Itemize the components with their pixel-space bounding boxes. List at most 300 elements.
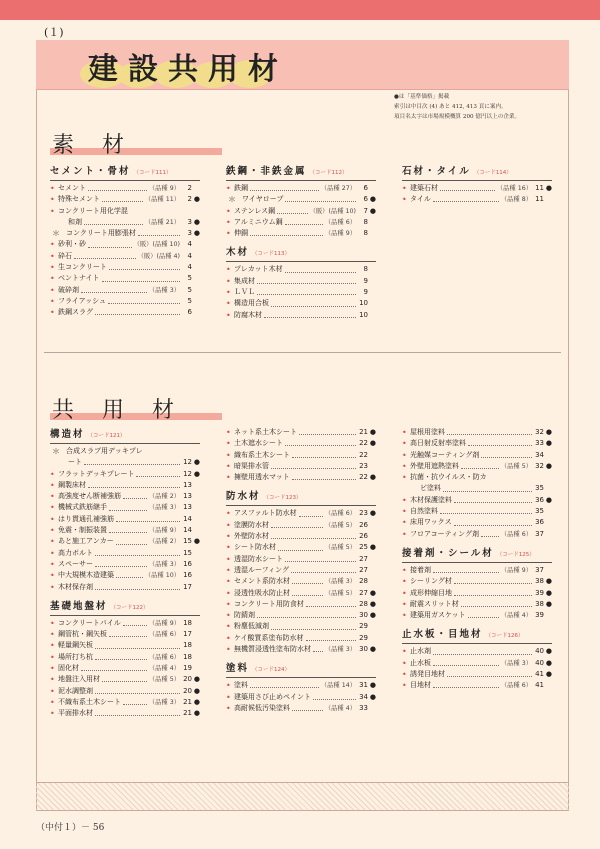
bullet: • (50, 251, 55, 261)
list-item (226, 588, 376, 599)
category-name: セメント・骨材 (50, 166, 131, 177)
category-name: 防水材 (226, 491, 261, 503)
item-page: 33 (359, 703, 368, 712)
item-name: 和剤 (68, 217, 82, 226)
bullet: • (50, 641, 55, 651)
dot-leader (271, 306, 356, 307)
dot-leader (278, 550, 323, 551)
materials-column-3 (402, 164, 552, 206)
item-page: 22 (359, 473, 368, 482)
list-item (402, 646, 552, 657)
dot-leader (95, 589, 180, 590)
item-name: 耐震スリット材 (410, 599, 459, 608)
category-heading (50, 599, 200, 616)
list-item (226, 450, 376, 461)
price-mark: ● (545, 184, 552, 192)
price-mark: ● (193, 697, 200, 706)
item-page: 35 (535, 507, 544, 516)
price-mark: ● (369, 599, 376, 608)
dot-leader (250, 190, 319, 191)
dot-leader (95, 659, 147, 660)
item-ref: （品種 9） (148, 619, 180, 627)
dot-leader (95, 555, 180, 556)
item-page: 31 (359, 681, 368, 690)
dot-leader (292, 457, 356, 458)
item-ref: （品種 2） (148, 493, 180, 501)
dot-leader (468, 445, 532, 446)
item-name: 防腐木材 (234, 310, 262, 319)
price-mark: ● (545, 461, 552, 470)
item-name: 中大規模木造建築 (58, 571, 114, 580)
category-code: （コード124） (252, 667, 291, 674)
category-code: （コード123） (263, 495, 302, 502)
item-ref: （品種 9） (148, 185, 180, 192)
bullet: • (50, 630, 55, 640)
item-name: 高強度せん断補強筋 (58, 492, 121, 501)
dot-leader (313, 651, 323, 652)
item-ref: （品種 27） (320, 185, 356, 192)
item-name: 接着剤 (410, 565, 431, 574)
item-ref: （品種 6） (148, 653, 180, 661)
dot-leader (95, 314, 180, 315)
dot-leader (138, 235, 180, 236)
item-page: 33 (535, 439, 544, 448)
item-name: 木材保存剤 (58, 582, 93, 591)
list-item (50, 251, 200, 262)
item-ref: （品種 3） (148, 504, 180, 512)
price-mark: ● (193, 229, 200, 238)
list-item (402, 483, 552, 494)
item-page: 18 (183, 641, 192, 650)
dot-leader (123, 498, 147, 499)
bullet: • (226, 439, 231, 449)
list-item (402, 669, 552, 680)
item-name: 光触媒コーティング剤 (410, 450, 480, 459)
list-item (50, 491, 200, 502)
list-item (226, 520, 376, 531)
bullet: • (402, 461, 407, 471)
note-line: ●は「基準価格」掲載 (394, 94, 450, 100)
item-page: 4 (187, 240, 192, 249)
item-name: コンクリート用防食材 (234, 599, 304, 608)
dot-leader (433, 572, 499, 573)
item-ref: （品種 3） (148, 698, 180, 706)
bullet: • (226, 461, 231, 471)
bullet: • (50, 503, 55, 513)
bullet: • (226, 520, 231, 530)
bullet: • (50, 652, 55, 662)
item-page: 5 (187, 296, 192, 305)
item-page: 20 (183, 675, 192, 684)
dot-leader (440, 513, 532, 514)
item-page: 3 (187, 229, 192, 238)
dot-leader (102, 201, 143, 202)
dot-leader (81, 292, 147, 293)
category-code: （コード112） (309, 170, 348, 176)
item-ref: （品種 9） (500, 566, 532, 574)
item-name: 浸透性吸水防止材 (234, 588, 290, 597)
page-number: (１) (44, 26, 64, 39)
dot-leader (292, 710, 323, 711)
bullet: • (226, 588, 231, 598)
item-name: 鋼管杭・鋼矢板 (58, 630, 107, 639)
bullet: • (402, 428, 407, 437)
item-page: 41 (535, 670, 544, 679)
bullet: • (402, 507, 407, 517)
item-name: 成形伸縮目地 (410, 588, 452, 597)
bullet: • (50, 582, 55, 592)
price-mark: ● (193, 686, 200, 695)
item-name: 止水剤 (410, 647, 431, 656)
item-name: 機械式鉄筋継手 (58, 503, 107, 512)
item-ref: （品種 21） (144, 218, 180, 226)
category-name: 塗料 (226, 663, 250, 675)
item-page: 14 (183, 514, 192, 523)
dot-leader (461, 468, 499, 469)
price-mark: ● (369, 439, 376, 448)
item-name: 木材保護塗料 (410, 495, 452, 504)
dot-leader (285, 201, 356, 202)
list-item (402, 194, 552, 205)
item-name: 外壁防水材 (234, 532, 269, 541)
item-page: 10 (359, 299, 368, 308)
list-item (226, 206, 376, 217)
item-page: 4 (187, 263, 192, 272)
item-name: 集成材 (234, 276, 255, 285)
item-ref: （品種 4） (324, 704, 356, 712)
dot-leader (454, 583, 532, 584)
item-name: シート防水材 (234, 543, 276, 552)
list-item (402, 588, 552, 599)
materials-column-2 (226, 164, 376, 321)
dot-leader (109, 636, 147, 637)
item-name: 免震・制振装置 (58, 526, 107, 535)
item-ref: （品種 3） (324, 578, 356, 586)
item-page: 12 (183, 458, 192, 467)
item-page: 41 (535, 681, 544, 690)
bullet: • (226, 206, 231, 216)
bullet: • (226, 450, 231, 460)
dot-leader (285, 561, 356, 562)
list-item (50, 206, 200, 217)
dot-leader (447, 434, 532, 435)
item-name: コンクリートパイル (58, 618, 121, 627)
list-item (226, 703, 376, 714)
list-item (50, 686, 200, 697)
bullet: • (50, 195, 55, 205)
item-page: 21 (359, 428, 368, 436)
bullet: • (226, 428, 231, 437)
note-line: 索引は中目次 (4) あと 412, 413 頁に案内。 (394, 104, 507, 110)
list-item (50, 708, 200, 719)
list-item (226, 680, 376, 691)
category-heading (226, 245, 376, 262)
dot-leader (433, 201, 499, 202)
dot-leader (291, 572, 356, 573)
category-name: 止水板・目地材 (402, 629, 483, 641)
list-item (226, 644, 376, 655)
bullet: • (402, 184, 407, 193)
dot-leader (88, 247, 132, 248)
bullet: • (226, 681, 231, 691)
bullet: • (50, 697, 55, 707)
category-name: 石材・タイル (402, 166, 471, 177)
list-item (50, 570, 200, 581)
item-ref: （品種 3） (324, 646, 356, 654)
item-page: 36 (535, 518, 544, 527)
list-item (226, 599, 376, 610)
item-name: 場所打ち杭 (58, 652, 93, 661)
item-name: ＬＶＬ (234, 288, 255, 297)
item-page: 6 (363, 184, 368, 192)
category-heading (402, 546, 552, 563)
item-name: 鋼製床材 (58, 480, 86, 489)
common-column-1 (50, 427, 200, 720)
item-page: 23 (359, 461, 368, 470)
dot-leader (285, 224, 323, 225)
list-item (50, 502, 200, 513)
bullet: • (50, 559, 55, 569)
item-page: 34 (535, 450, 544, 459)
bullet: • (402, 565, 407, 575)
item-page: 5 (187, 274, 192, 283)
price-mark: ● (545, 495, 552, 504)
list-item (50, 285, 200, 296)
dot-leader (454, 595, 532, 596)
item-name: シーリング材 (410, 577, 452, 586)
item-page: 17 (183, 582, 192, 591)
list-item (50, 663, 200, 674)
item-name: 鉄鋼スラグ (58, 308, 93, 317)
category-code: （コード111） (133, 170, 172, 176)
dot-leader (136, 476, 180, 477)
price-mark: ● (193, 709, 200, 718)
item-page: 11 (535, 195, 544, 204)
list-item (402, 529, 552, 540)
materials-column-1 (50, 164, 200, 319)
list-item (50, 262, 200, 273)
dot-leader (109, 510, 147, 511)
item-name: 防錆剤 (234, 611, 255, 620)
item-page: 29 (359, 622, 368, 631)
category-code: （コード122） (110, 604, 149, 611)
bullet: • (226, 633, 231, 643)
price-mark: ● (369, 692, 376, 701)
item-page: 9 (363, 276, 368, 285)
bullet: • (50, 709, 55, 719)
category-code: （コード113） (252, 251, 291, 258)
item-name: 高日射反射率塗料 (410, 439, 466, 448)
list-item (50, 194, 200, 205)
list-item (226, 576, 376, 587)
list-item (50, 480, 200, 491)
item-page: 40 (535, 658, 544, 667)
bullet: • (402, 529, 407, 539)
dot-leader (454, 525, 532, 526)
item-name: 高耐候低汚染塗料 (234, 703, 290, 712)
page-title: 建設共用材 (88, 52, 288, 87)
dot-leader (271, 538, 356, 539)
list-item (50, 273, 200, 284)
item-name: タイル (410, 195, 431, 204)
list-item (402, 438, 552, 449)
item-name: 透湿ルーフィング (234, 565, 289, 574)
price-mark: ● (545, 428, 552, 436)
item-ref: （品種 6） (324, 510, 356, 518)
item-ref: （品種 6） (500, 530, 532, 538)
dot-leader (257, 617, 356, 618)
item-page: 21 (183, 697, 192, 706)
list-item (50, 446, 200, 457)
bullet: • (226, 577, 231, 587)
bottom-hatch-band (36, 782, 569, 810)
item-page: 30 (359, 611, 368, 620)
price-mark: ● (193, 469, 200, 478)
item-page: 38 (535, 599, 544, 608)
item-ref: （品種 4） (500, 612, 532, 620)
item-page: 34 (359, 692, 368, 701)
item-page: 16 (183, 559, 192, 568)
category-name: 鉄鋼・非鉄金属 (226, 166, 307, 177)
item-name: 生コンクリート (58, 263, 107, 272)
list-item (226, 610, 376, 621)
item-page: 13 (183, 492, 192, 501)
dot-leader (433, 654, 532, 655)
dot-leader (109, 269, 180, 270)
dot-leader (88, 190, 147, 191)
section-title-common: 共用材 (52, 398, 203, 423)
item-name: 自然塗料 (410, 507, 438, 516)
item-page: 26 (359, 520, 368, 529)
item-name: アスファルト防水材 (234, 509, 297, 518)
list-item (402, 599, 552, 610)
item-page: 13 (183, 480, 192, 489)
item-page: 4 (187, 251, 192, 260)
item-page: 2 (187, 184, 192, 192)
list-item (402, 183, 552, 194)
item-page: 37 (535, 529, 544, 538)
item-name: セメント系防水材 (234, 577, 290, 586)
list-item (402, 495, 552, 506)
item-name: 粉塵低減剤 (234, 622, 269, 631)
list-item (226, 287, 376, 298)
price-mark: ● (545, 439, 552, 448)
item-name: 建築石材 (410, 184, 438, 192)
item-page: 29 (359, 633, 368, 642)
dot-leader (81, 670, 147, 671)
list-item (226, 194, 376, 205)
bullet: • (50, 296, 55, 306)
bullet: • (226, 622, 231, 632)
item-page: 21 (183, 709, 192, 718)
list-item (50, 469, 200, 480)
bullet: • (402, 450, 407, 460)
list-item (402, 610, 552, 621)
list-item (226, 310, 376, 321)
item-name: ート (68, 458, 82, 467)
dot-leader (88, 487, 180, 488)
item-page: 3 (187, 217, 192, 226)
item-name: コンクリート用膨張材 (66, 229, 136, 238)
item-name: 合成スラブ用デッキプレ (66, 447, 143, 455)
bullet: • (402, 647, 407, 657)
list-item (50, 674, 200, 685)
list-item (226, 542, 376, 553)
list-item (50, 559, 200, 570)
list-item (226, 621, 376, 632)
list-item (50, 217, 200, 228)
price-mark: ● (369, 645, 376, 654)
category-heading (50, 427, 200, 444)
bullet: • (50, 184, 55, 193)
bullet: • (226, 310, 231, 320)
bullet: • (50, 537, 55, 547)
common-column-2 (226, 427, 376, 714)
item-page: 28 (359, 599, 368, 608)
item-name: 塗料 (234, 681, 248, 690)
item-page: 38 (535, 577, 544, 586)
dot-leader (299, 516, 323, 517)
category-name: 木材 (226, 247, 250, 259)
dot-leader (299, 434, 356, 435)
dot-leader (123, 625, 147, 626)
bullet: • (226, 184, 231, 193)
item-name: 無機質浸透性塗布防水材 (234, 645, 311, 654)
list-item (50, 239, 200, 250)
bullet: • (226, 229, 231, 239)
bullet: • (50, 240, 55, 250)
price-mark: ● (193, 217, 200, 226)
item-page: 6 (187, 308, 192, 317)
item-name: セメント (58, 184, 86, 192)
item-name: 軽量鋼矢板 (58, 641, 93, 650)
item-page: 6 (363, 195, 368, 204)
item-name: 擁壁用透水マット (234, 473, 290, 482)
item-name: 床用ワックス (410, 518, 452, 527)
item-page: 27 (359, 588, 368, 597)
dot-leader (116, 521, 180, 522)
dot-leader (250, 235, 323, 236)
item-name: 泥水調整剤 (58, 686, 93, 695)
list-item (226, 276, 376, 287)
item-page: 12 (183, 469, 192, 478)
list-item (402, 565, 552, 576)
item-page: 9 (363, 288, 368, 297)
item-name: 高力ボルト (58, 548, 93, 557)
section-divider (44, 352, 561, 353)
item-page: 14 (183, 526, 192, 535)
list-item (226, 461, 376, 472)
item-name: ビ塗料 (420, 484, 441, 493)
item-name: コンクリート用化学混 (58, 206, 128, 215)
dot-leader (95, 566, 147, 567)
item-name: 砂利・砂 (58, 240, 86, 249)
item-page: 2 (187, 195, 192, 204)
item-page: 37 (535, 565, 544, 574)
section-title-materials: 素材 (52, 133, 153, 158)
item-name: ベントナイト (58, 274, 100, 283)
item-ref: （品種 5） (500, 462, 532, 470)
list-item (226, 554, 376, 565)
bullet: • (226, 276, 231, 286)
price-mark: ● (369, 473, 376, 482)
item-page: 27 (359, 565, 368, 574)
list-item (226, 427, 376, 438)
category-heading (402, 164, 552, 181)
dot-leader (257, 294, 356, 295)
list-item (50, 457, 200, 468)
item-page: 23 (359, 509, 368, 518)
